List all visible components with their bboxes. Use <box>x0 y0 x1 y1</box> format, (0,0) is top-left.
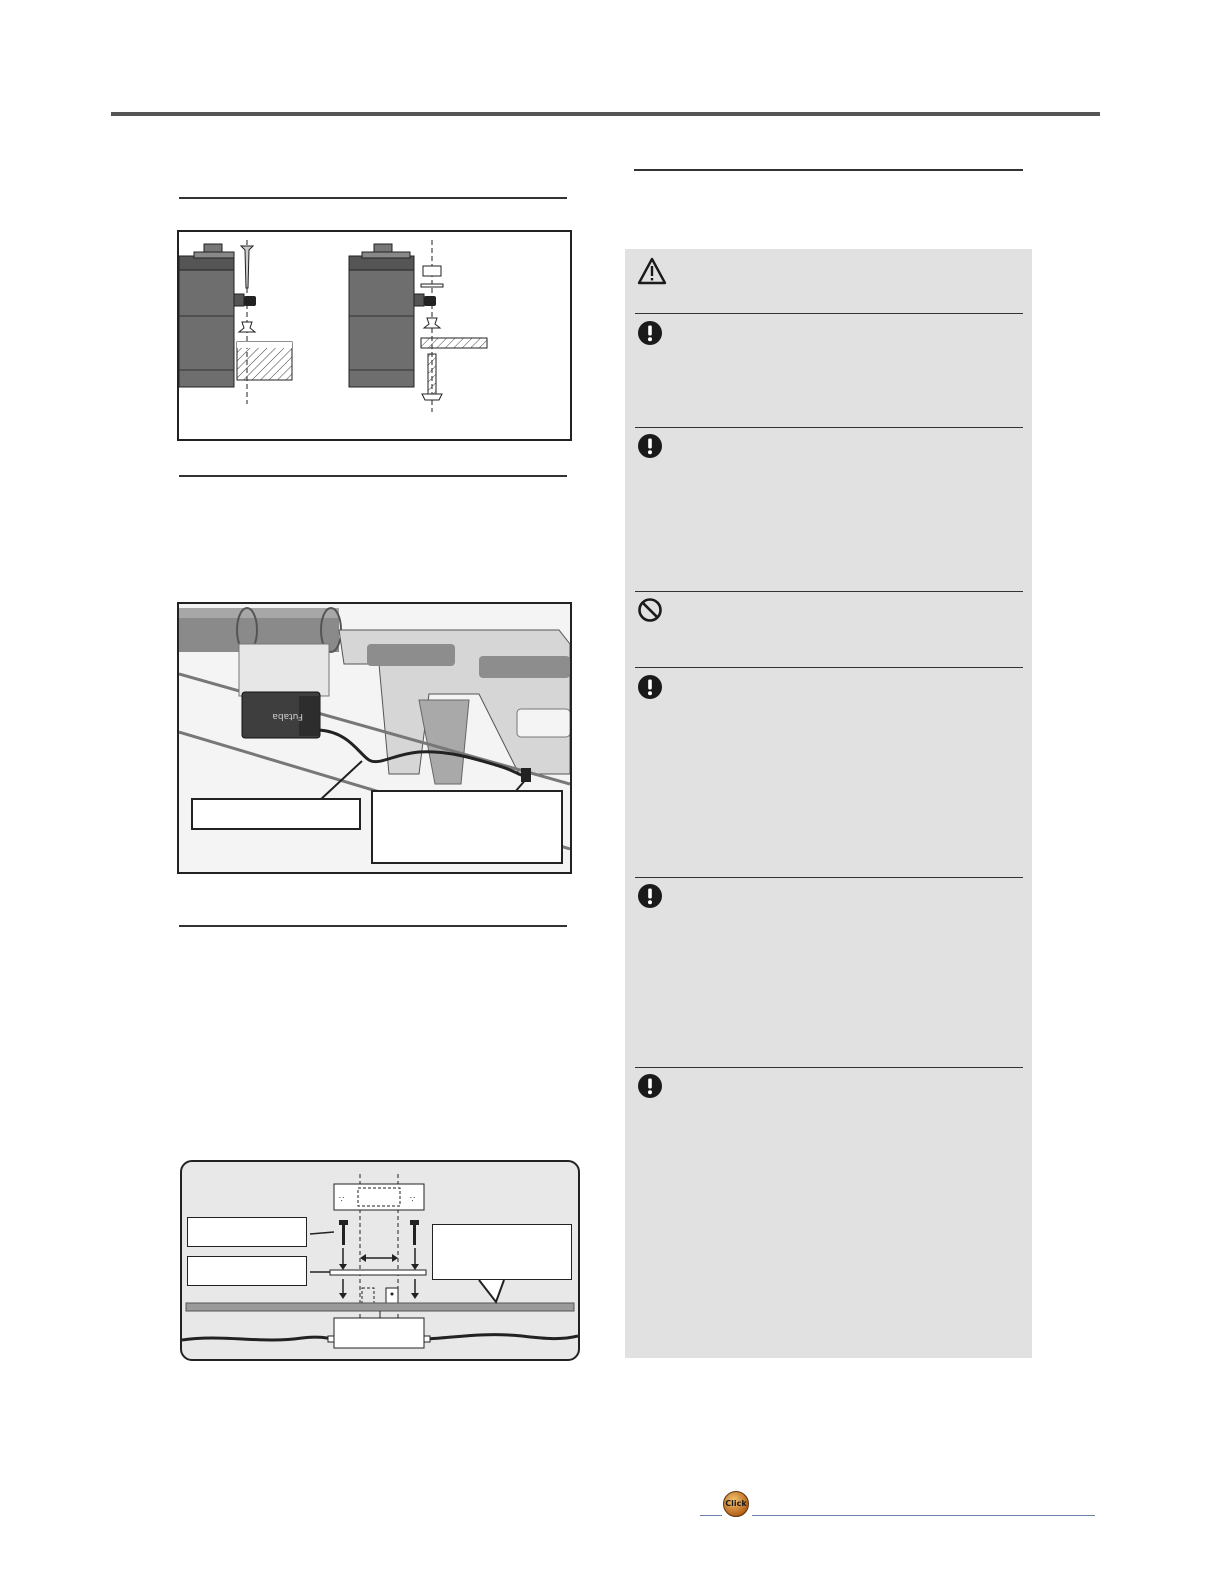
header-rule <box>111 112 1100 116</box>
servo-frame-figure <box>177 602 572 874</box>
section-rule-precautions <box>634 169 1023 171</box>
svg-text:∵: ∵ <box>339 1195 345 1204</box>
exclamation-circle-icon <box>637 1073 663 1099</box>
precaution-divider <box>635 1067 1023 1068</box>
footer-rule-right <box>752 1515 1095 1516</box>
exclamation-circle-icon <box>637 883 663 909</box>
callout-wire-clamp <box>371 790 563 864</box>
section-rule-servo-lead <box>179 475 567 477</box>
precaution-divider <box>635 427 1023 428</box>
servo-mounting-figure <box>177 230 572 441</box>
section-rule-installation <box>179 925 567 927</box>
servo-on-frame <box>242 692 320 738</box>
callout-boom <box>432 1224 572 1280</box>
precaution-divider <box>635 591 1023 592</box>
callout-lead-wire <box>191 798 361 830</box>
svg-text:∵: ∵ <box>410 1195 416 1204</box>
footer-rule-left <box>700 1515 722 1516</box>
installation-schematic-figure <box>180 1160 580 1361</box>
section-rule-servo-mounting <box>179 197 567 199</box>
precaution-divider <box>635 877 1023 878</box>
svg-text:Futaba: Futaba <box>272 711 303 721</box>
prohibition-circle-icon <box>637 597 663 623</box>
warning-triangle-icon <box>637 257 667 285</box>
click-button[interactable]: Click <box>723 1491 749 1517</box>
callout-plate <box>187 1256 307 1286</box>
precaution-divider <box>635 667 1023 668</box>
servo-mounting-illustration <box>179 232 570 439</box>
precaution-divider <box>635 313 1023 314</box>
precautions-panel <box>625 249 1032 1358</box>
servo-body-right <box>349 244 436 387</box>
exclamation-circle-icon <box>637 433 663 459</box>
exclamation-circle-icon <box>637 320 663 346</box>
exclamation-circle-icon <box>637 674 663 700</box>
callout-screws <box>187 1217 307 1247</box>
